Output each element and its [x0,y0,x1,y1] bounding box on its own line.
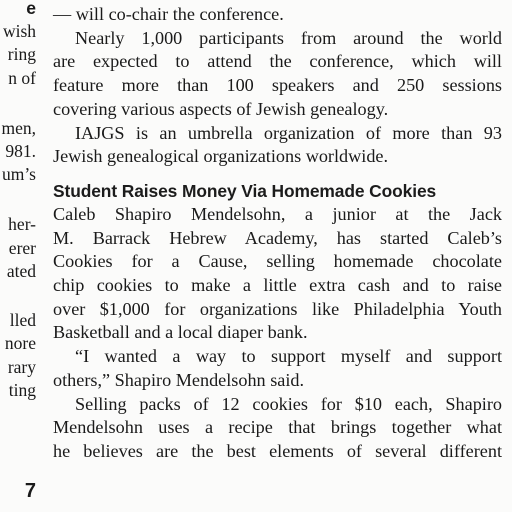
left-fragment: wish [2,21,36,41]
left-fragment: um’s [1,164,36,184]
article-headline: Student Raises Money Via Homemade Cookies [53,180,437,201]
left-fragment: n of [8,68,36,88]
body-line: Jewish genealogical organizations worldwide. [53,146,389,167]
left-fragment: rary [7,357,36,377]
article-cookies [53,203,502,464]
body-line: are expected to attend the conference, which will [53,51,502,72]
body-line: chip cookies to make a little extra cash and to raise [53,275,502,296]
body-line: he believes are the best elements of several different [53,440,502,461]
article-column [53,3,502,464]
body-line: “I wanted a way to support myself and support [75,346,502,367]
left-fragment: e [26,0,36,18]
body-line: — will co-chair the conference. [53,4,284,24]
left-fragment: her- [8,214,36,234]
body-line: Nearly 1,000 participants from around the world [75,27,502,48]
body-line: feature more than 100 speakers and 250 sessions [53,75,502,96]
left-fragment: 981. [5,141,36,161]
left-fragment: ated [6,261,36,281]
body-line: over $1,000 for organizations like Philadelphia Youth [53,298,502,319]
body-line: covering various aspects of Jewish genealogy. [53,98,389,119]
left-fragment: nore [4,333,36,353]
body-line: M. Barrack Hebrew Academy, has started Caleb’s [53,227,502,248]
body-line: IAJGS is an umbrella organization of more than 93 [75,122,502,143]
body-line: Basketball and a local diaper bank. [53,322,308,343]
body-line: Cookies for a Cause, selling homemade chocolate [53,251,502,272]
left-fragment: ring [7,44,36,64]
left-fragment: 7 [24,480,36,502]
left-fragment: erer [8,238,36,258]
left-fragment: men, [1,118,36,138]
body-line: others,” Shapiro Mendelsohn said. [53,369,305,390]
left-fragment: lled [9,310,36,330]
left-fragment: ting [8,380,36,400]
body-line: Caleb Shapiro Mendelsohn, a junior at the Jack [53,203,502,224]
adjacent-column-fragments [0,0,38,512]
body-line: Selling packs of 12 cookies for $10 each, Shapiro [75,393,502,414]
body-line: Mendelsohn uses a recipe that brings together what [53,417,502,438]
article-conference [53,3,502,169]
